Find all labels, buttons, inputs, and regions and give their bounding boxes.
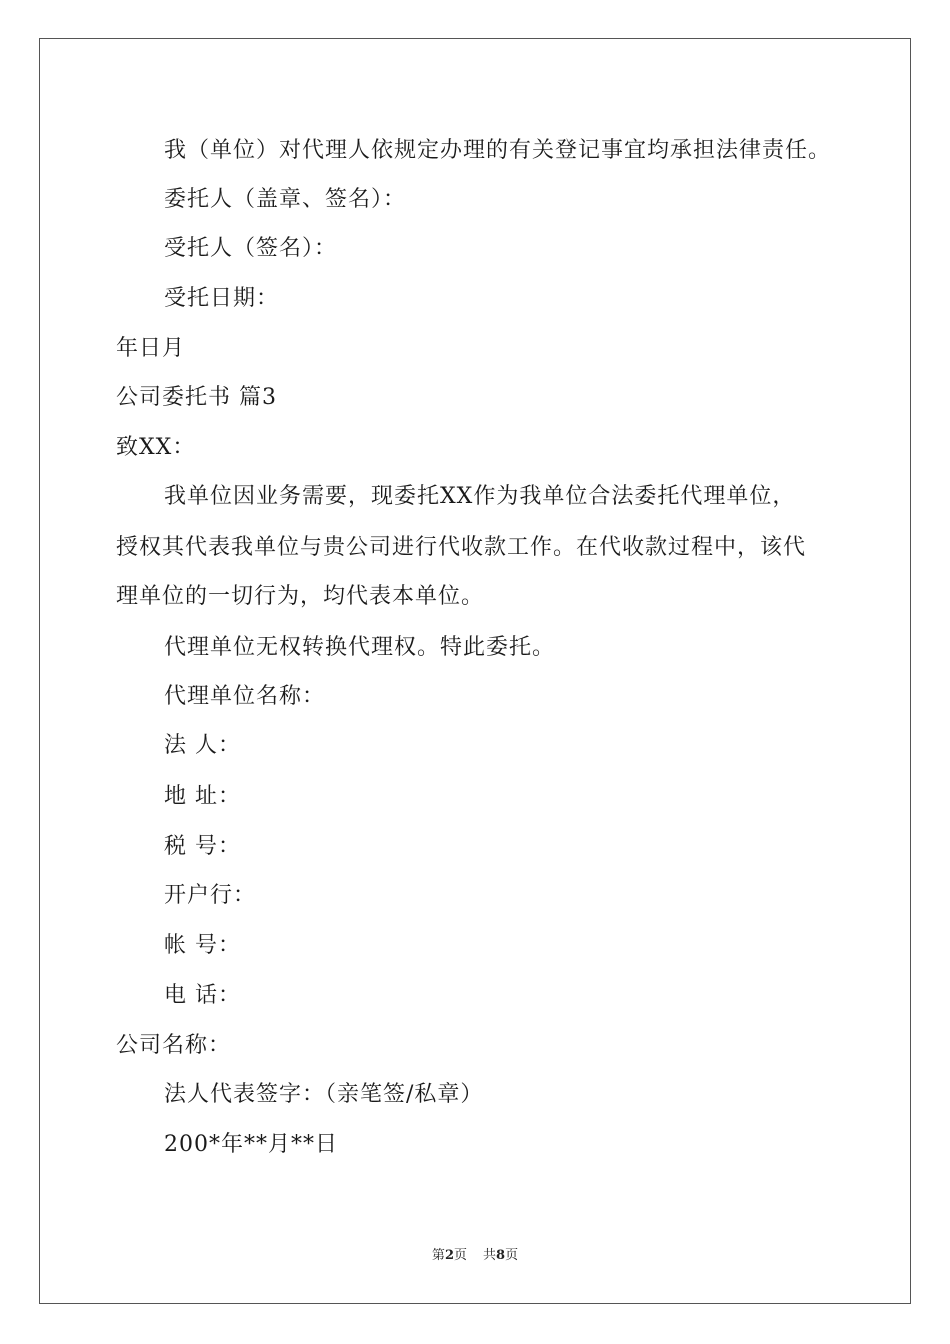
paragraph-line: 年日月	[116, 336, 186, 361]
paragraph-line: 理单位的一切行为，均代表本单位。	[116, 584, 485, 609]
paragraph-line: 我单位因业务需要，现委托XX作为我单位合法委托代理单位，	[164, 484, 796, 509]
paragraph-line: 受托人（签名）：	[164, 236, 338, 261]
paragraph-line: 委托人（盖章、签名）：	[164, 187, 407, 212]
field-label: 帐 号：	[164, 933, 241, 958]
salutation: 致XX：	[116, 435, 196, 460]
page-prefix: 第	[431, 1248, 445, 1263]
page-frame	[39, 38, 911, 1304]
field-label: 电 话：	[164, 983, 241, 1008]
field-label: 代理单位名称：	[164, 684, 326, 709]
total-prefix: 共	[483, 1248, 497, 1263]
field-label: 法 人：	[164, 733, 241, 758]
field-label: 地 址：	[164, 784, 241, 809]
date-line: 200*年**月**日	[164, 1132, 338, 1157]
total-pages: 8	[496, 1248, 506, 1263]
field-label: 公司名称：	[116, 1033, 232, 1058]
total-suffix: 页	[505, 1248, 519, 1263]
paragraph-line: 受托日期：	[164, 286, 280, 311]
paragraph-line: 代理单位无权转换代理权。特此委托。	[164, 635, 556, 660]
field-label: 开户行：	[164, 883, 257, 908]
field-label: 税 号：	[164, 834, 241, 859]
paragraph-line: 授权其代表我单位与贵公司进行代收款工作。在代收款过程中，该代	[116, 535, 807, 560]
page-suffix: 页	[453, 1248, 467, 1263]
signature-line: 法人代表签字：（亲笔签/私章）	[164, 1082, 484, 1107]
section-heading: 公司委托书 篇3	[116, 385, 277, 410]
paragraph-line: 我（单位）对代理人依规定办理的有关登记事宜均承担法律责任。	[164, 138, 832, 163]
page-number: 2	[444, 1248, 454, 1263]
page-footer	[0, 1246, 950, 1266]
